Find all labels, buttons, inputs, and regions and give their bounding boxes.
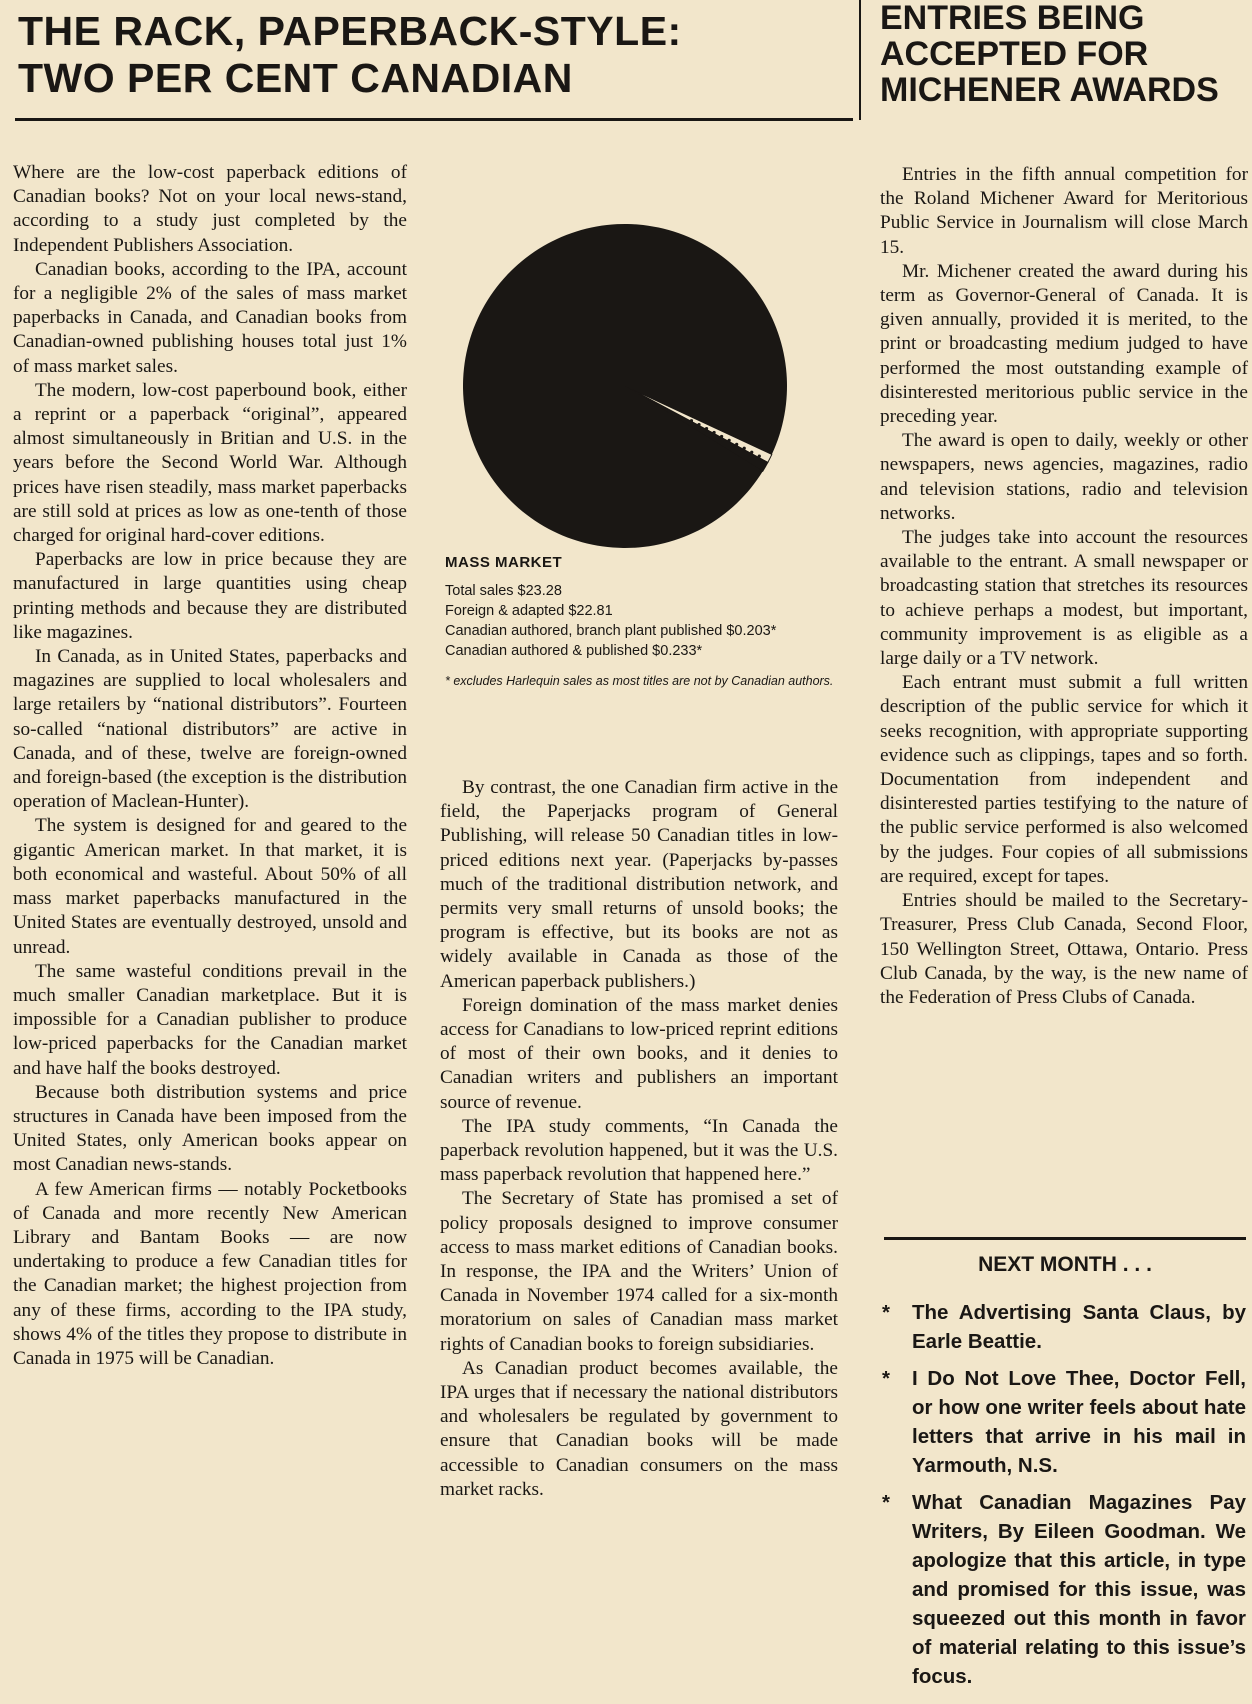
- next-month-rule: [884, 1237, 1246, 1240]
- paragraph: Entries in the fifth annual competition for the Roland Michener Award for Meritorious Public Service in Journalism will close March 15.: [880, 164, 1248, 258]
- pie-slice-dot: [697, 423, 700, 426]
- pie-slice-dot: [743, 447, 746, 450]
- next-month-list: [880, 1298, 1246, 1699]
- paragraph: Paperbacks are low in price because they are manufactured in large quantities using cheap printing methods and because they are distributed like magazines.: [13, 549, 407, 643]
- list-item-text: What Canadian Magazines Pay Writers, By Eileen Goodman. We apologize that this article, in type and promised for this issue, was squeezed out this month in favor of material relating to this issue’s focus.: [912, 1491, 1246, 1688]
- headline-rule: [15, 118, 853, 121]
- pie-slice-dot: [728, 439, 731, 442]
- article-column-2: [440, 776, 838, 1502]
- pie-slice-dot: [720, 435, 723, 438]
- list-item: [880, 1298, 1246, 1356]
- paragraph: The modern, low-cost paperbound book, either a reprint or a paperback “original”, appeared almost simultaneously in Britian and U.S. in the years before the Second World War. Although prices have risen steadily, mass market paperbacks are still sold at prices as low as one-tenth of those charged for original hard-cover editions.: [13, 379, 407, 547]
- paragraph: The judges take into account the resources available to the entrant. A small newspaper or broadcasting station that stretches its resources to achieve perhaps a modest, but important, community improvement is as eligible as a large daily or a TV network.: [880, 527, 1248, 670]
- paragraph: The same wasteful conditions prevail in the much smaller Canadian marketplace. But it is impossible for a Canadian publisher to produce low-priced paperbacks for the Canadian market and have half the books destroyed.: [13, 960, 407, 1079]
- chart-footnote: * excludes Harlequin sales as most titles are not by Canadian authors.: [445, 674, 834, 688]
- pie-slice-dot: [735, 443, 738, 446]
- chart-line-foreign: Foreign & adapted $22.81: [445, 603, 613, 619]
- list-item: [880, 1364, 1246, 1480]
- paragraph: The system is designed for and geared to the gigantic American market. In that market, it is both economical and wasteful. About 50% of all mass market paperbacks manufactured in the United States are eventually destroyed, unsold and unread.: [13, 815, 407, 958]
- asterisk-bullet: *: [882, 1491, 890, 1514]
- article-headline: THE RACK, PAPERBACK-STYLE: TWO PER CENT CANADIAN: [18, 8, 682, 101]
- column-divider: [859, 0, 861, 120]
- paragraph: The award is open to daily, weekly or other newspapers, news agencies, magazines, radio and television stations, radio and television networks.: [880, 430, 1248, 524]
- paragraph: As Canadian product becomes available, the IPA urges that if necessary the national distributors and wholesalers be regulated by government to ensure that Canadian books will be made accessible to Canadian consumers on the mass market racks.: [440, 1357, 838, 1500]
- pie-slice-dot: [750, 451, 753, 454]
- pie-slice-foreign: [463, 224, 787, 548]
- pie-slice-dot: [758, 455, 761, 458]
- list-item: [880, 1488, 1246, 1691]
- paragraph: Where are the low-cost paperback editions of Canadian books? Not on your local news-stand, according to a study just completed by the Independent Publishers Association.: [13, 162, 407, 256]
- paragraph: By contrast, the one Canadian firm active in the field, the Paperjacks program of General Publishing, will release 50 Canadian titles in low-priced editions next year. (Paperjacks by-passes much of the traditional distribution network, and permits very small returns of unsold books; the program is effective, but its books are not as widely available in Canada as those of the American paperback publishers.): [440, 777, 838, 992]
- paragraph: A few American firms — notably Pocketbooks of Canada and more recently New American Library and Bantam Books — are now undertaking to produce a few Canadian titles for the Canadian market; the highest projection from any of these firms, according to the IPA study, shows 4% of the titles they propose to distribute in Canada in 1975 will be Canadian.: [13, 1178, 407, 1369]
- sidebar-headline: ENTRIES BEING ACCEPTED FOR MICHENER AWARDS: [880, 0, 1219, 109]
- pie-slice-dot: [690, 419, 693, 422]
- chart-line-total: Total sales $23.28: [445, 583, 562, 599]
- pie-slice-dot: [712, 431, 715, 434]
- asterisk-bullet: *: [882, 1301, 890, 1324]
- next-month-title: NEXT MONTH . . .: [978, 1253, 1152, 1276]
- sidebar-column: [880, 163, 1248, 1010]
- paragraph: Each entrant must submit a full written description of the public service for which it seeks recognition, with appropriate supporting evidence such as clippings, tapes and so forth. Documentation from independent and disinterested parties testifying to the nature of the public service performed is also welcomed by the judges. Four copies of all submissions are required, except for tapes.: [880, 672, 1248, 887]
- paragraph: Entries should be mailed to the Secretary-Treasurer, Press Club Canada, Second Floor, 150 Wellington Street, Ottawa, Ontario. Press Club Canada, by the way, is the new name of the Federation of Press Clubs of Canada.: [880, 890, 1248, 1008]
- paragraph: The IPA study comments, “In Canada the paperback revolution happened, but it was the U.S. mass paperback revolution that happened here.”: [440, 1115, 838, 1186]
- pie-slice-dot: [705, 427, 708, 430]
- paragraph: Mr. Michener created the award during his term as Governor-General of Canada. It is given annually, provided it is merited, to the print or broadcasting medium judged to have performed the most outstanding example of disinterested meritorious public service in the preceding year.: [880, 260, 1248, 428]
- paragraph: Canadian books, according to the IPA, account for a negligible 2% of the sales of mass market paperbacks in Canada, and Canadian books from Canadian-owned publishing houses total just 1% of mass market sales.: [13, 258, 407, 377]
- list-item-text: The Advertising Santa Claus, by Earle Beattie.: [912, 1301, 1246, 1353]
- paragraph: Foreign domination of the mass market denies access for Canadians to low-priced reprint editions of most of their own books, and it denies to Canadian writers and publishers an important source of revenue.: [440, 994, 838, 1113]
- paragraph: Because both distribution systems and price structures in Canada have been imposed from the United States, only American books appear on most Canadian news-stands.: [13, 1081, 407, 1176]
- article-column-1: [13, 161, 407, 1371]
- chart-title: MASS MARKET: [445, 554, 563, 571]
- chart-legend: [445, 554, 845, 702]
- pie-chart: [461, 222, 789, 550]
- chart-line-canadian-published: Canadian authored & published $0.233*: [445, 643, 703, 659]
- list-item-text: I Do Not Love Thee, Doctor Fell, or how one writer feels about hate letters that arrive in his mail in Yarmouth, N.S.: [912, 1367, 1246, 1477]
- chart-line-branch-plant: Canadian authored, branch plant published $0.203*: [445, 623, 777, 639]
- paragraph: In Canada, as in United States, paperbacks and magazines are supplied to local wholesalers and large retailers by “national distributors”. Fourteen so-called “national distributors” are active in Canada, and of these, twelve are foreign-owned and foreign-based (the exception is the distribution operation of Maclean-Hunter).: [13, 646, 407, 813]
- paragraph: The Secretary of State has promised a set of policy proposals designed to improve consumer access to mass market editions of Canadian books. In response, the IPA and the Writers’ Union of Canada in November 1974 called for a six-month moratorium on sales of Canadian mass market rights of Canadian books to foreign subsidiaries.: [440, 1188, 838, 1355]
- asterisk-bullet: *: [882, 1367, 890, 1390]
- pie-chart-svg: [461, 222, 789, 550]
